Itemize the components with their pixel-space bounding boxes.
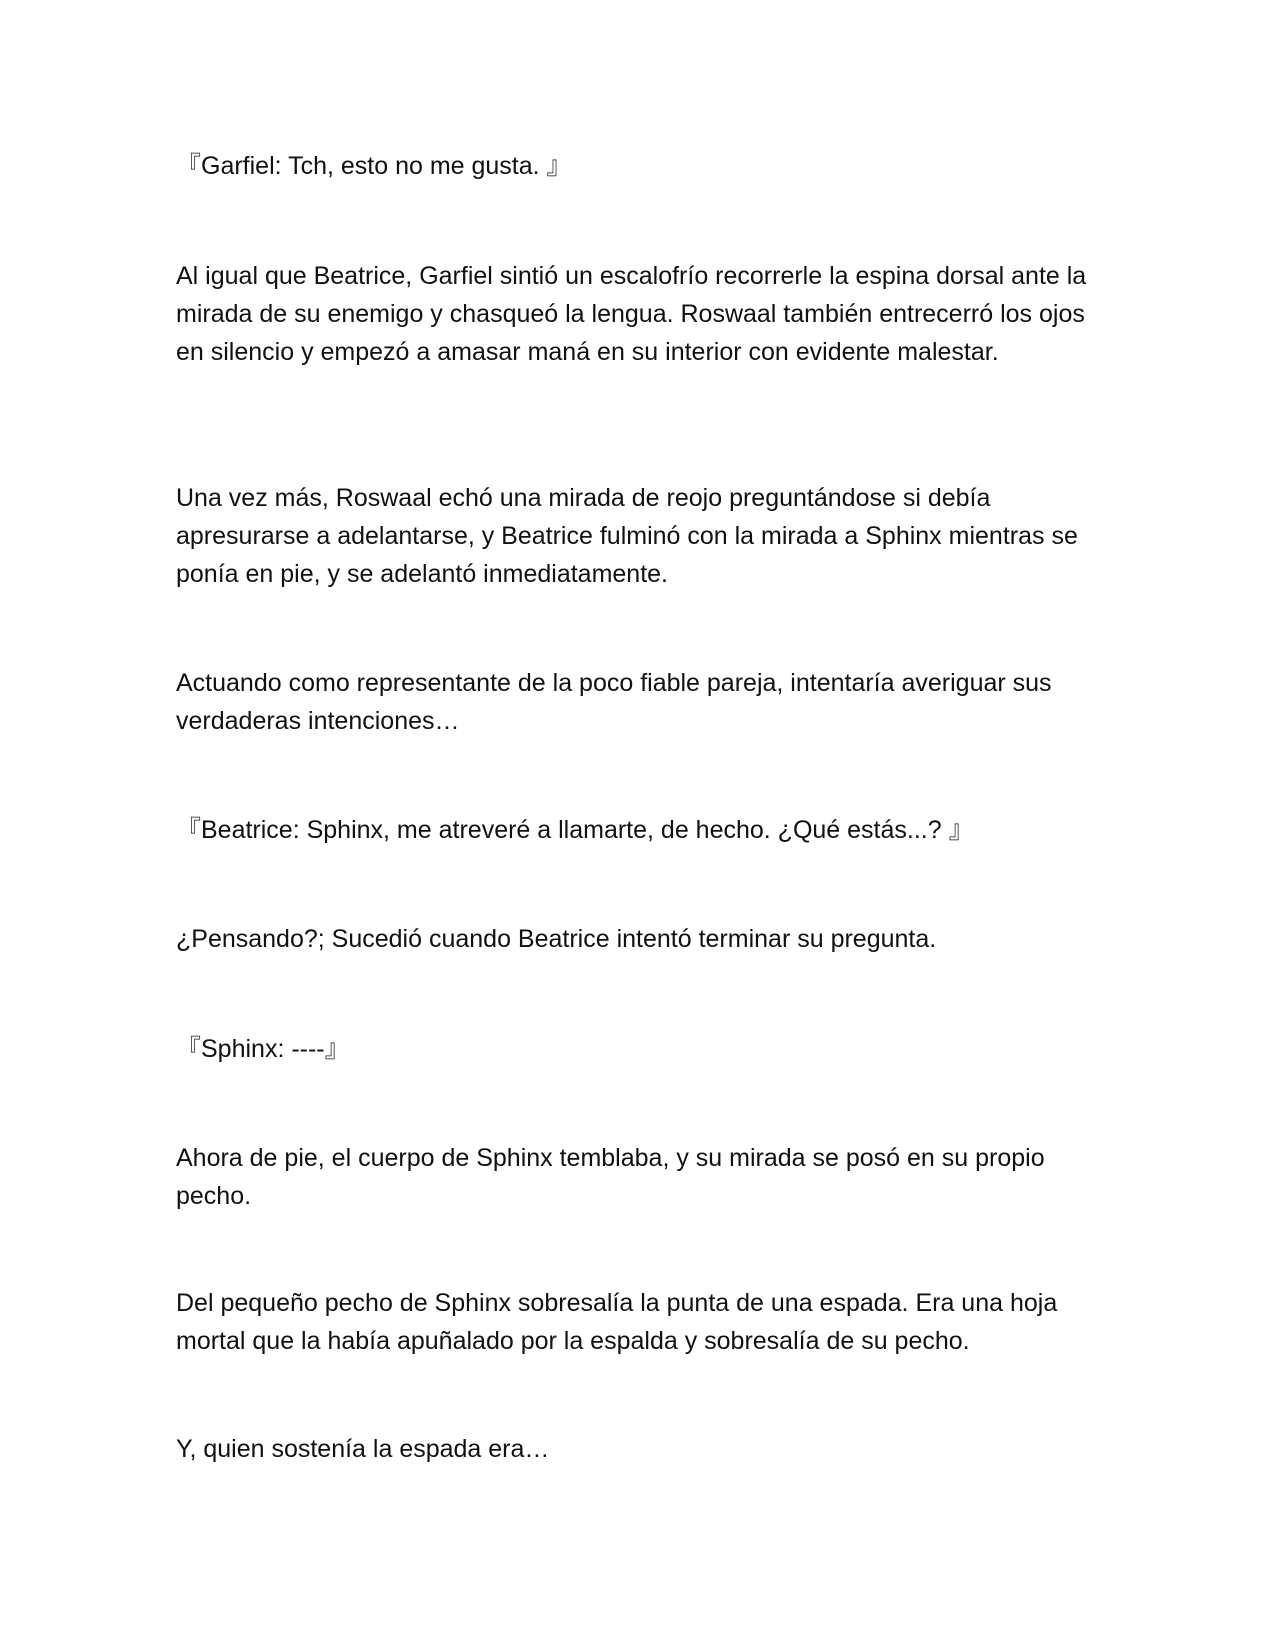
paragraph-garfiel-reaction: Al igual que Beatrice, Garfiel sintió un escalofrío recorrerle la espina dorsal ante la mirada de su enemigo y chasqueó la lengua. Roswaal también entrecerró los ojos en silencio y empezó a amasar maná en su interior con evidente malestar.: [176, 262, 1087, 366]
paragraph-sword-holder: Y, quien sostenía la espada era…: [176, 1435, 550, 1463]
paragraph-sword-tip: Del pequeño pecho de Sphinx sobresalía la punta de una espada. Era una hoja mortal que la había apuñalado por la espalda y sobresalía de su pecho.: [176, 1289, 1058, 1355]
dialogue-garfiel: 『Garfiel: Tch, esto no me gusta. 』: [176, 152, 572, 180]
paragraph-representative: Actuando como representante de la poco fiable pareja, intentaría averiguar sus verdaderas intenciones…: [176, 669, 1052, 735]
paragraph-pensando: ¿Pensando?; Sucedió cuando Beatrice intentó terminar su pregunta.: [176, 925, 937, 953]
dialogue-beatrice: 『Beatrice: Sphinx, me atreveré a llamarte, de hecho. ¿Qué estás...? 』: [176, 816, 974, 844]
paragraph-sphinx-trembling: Ahora de pie, el cuerpo de Sphinx temblaba, y su mirada se posó en su propio pecho.: [176, 1144, 1045, 1210]
dialogue-sphinx: 『Sphinx: ----』: [176, 1035, 350, 1063]
paragraph-roswaal-glance: Una vez más, Roswaal echó una mirada de reojo preguntándose si debía apresurarse a adelantarse, y Beatrice fulminó con la mirada a Sphinx mientras se ponía en pie, y se adelantó inmediatamente.: [176, 484, 1078, 588]
